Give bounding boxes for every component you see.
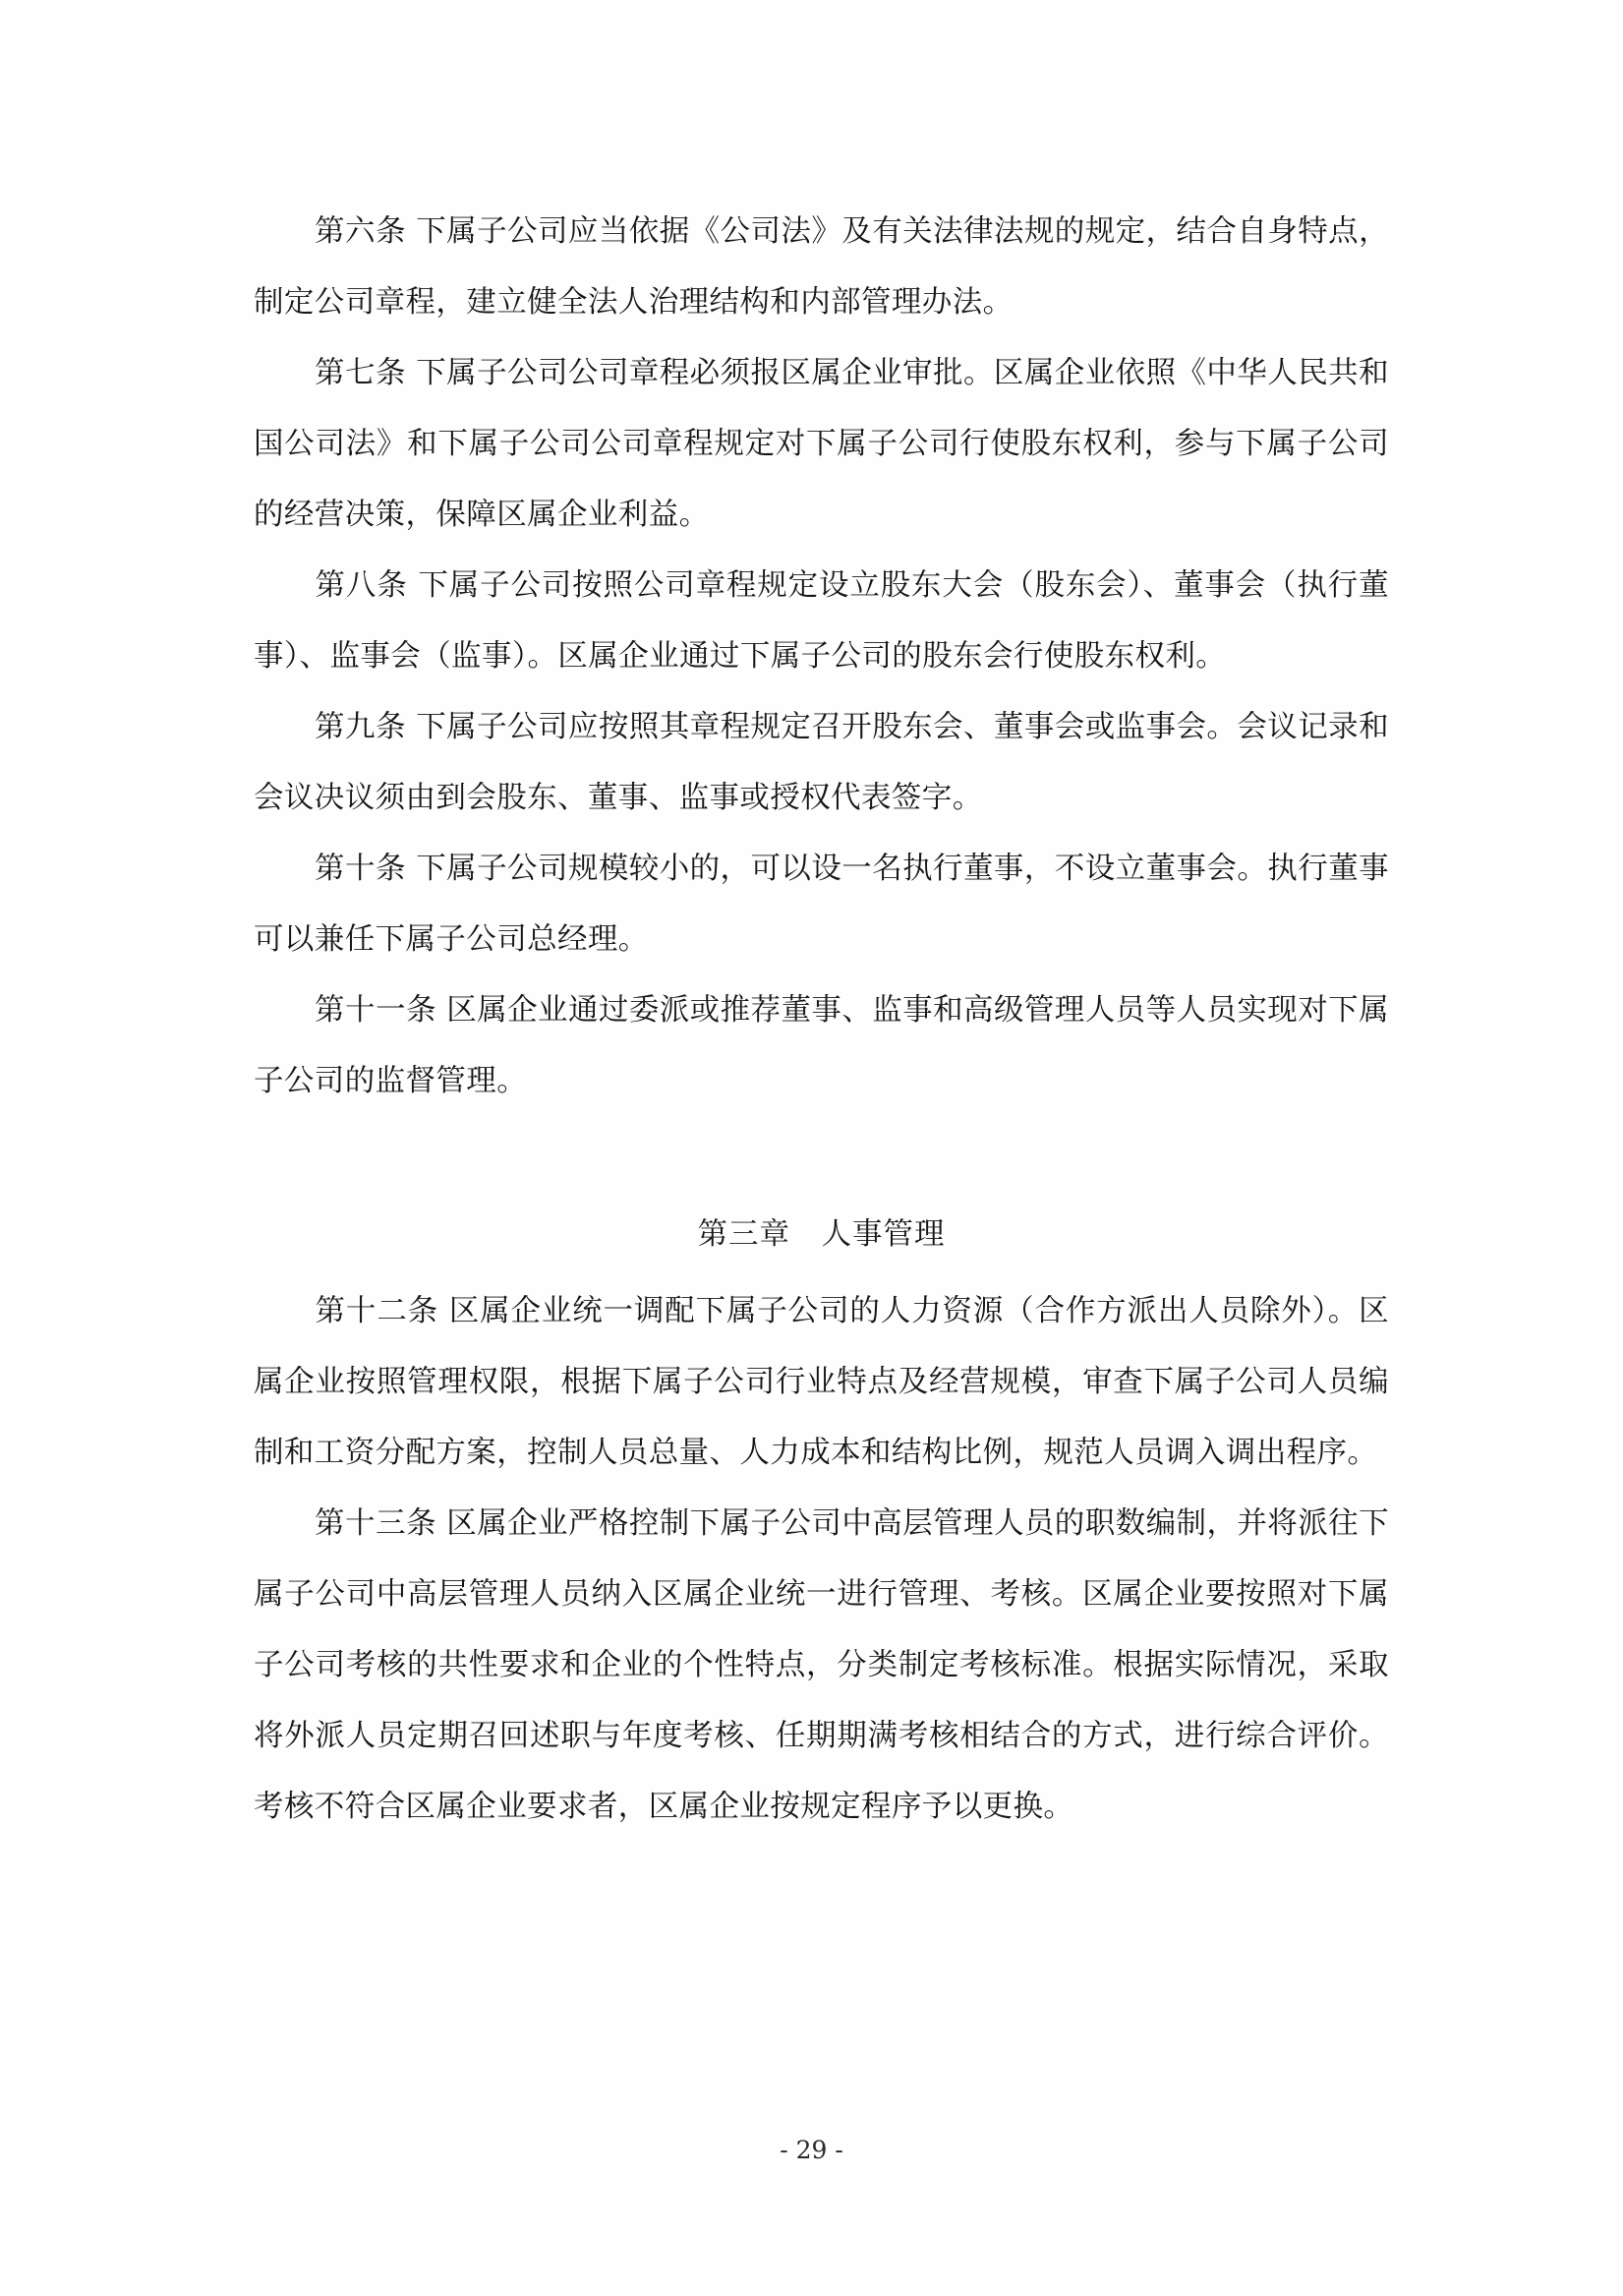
article-text: 区属企业通过委派或推荐董事、监事和高级管理人员等人员实现对下属子公司的监督管理。 bbox=[254, 993, 1389, 1098]
article-paragraph bbox=[254, 1276, 1389, 1489]
article-paragraph bbox=[254, 1489, 1389, 1843]
article-label: 第八条 bbox=[315, 568, 408, 603]
article-text: 下属子公司按照公司章程规定设立股东大会（股东会）、董事会（执行董事）、监事会（监事）。区属企业通过下属子公司的股东会行使股东权利。 bbox=[254, 568, 1389, 674]
article-label: 第十三条 bbox=[315, 1506, 437, 1541]
article-paragraph bbox=[254, 551, 1389, 692]
article-text: 区属企业统一调配下属子公司的人力资源（合作方派出人员除外）。区属企业按照管理权限，根据下属子公司行业特点及经营规模，审查下属子公司人员编制和工资分配方案，控制人员总量、人力成本和结构比例，规范人员调入调出程序。 bbox=[254, 1294, 1389, 1470]
page-number: - 29 - bbox=[780, 2136, 843, 2164]
article-label: 第十二条 bbox=[315, 1294, 439, 1328]
chapter-heading: 第三章 人事管理 bbox=[697, 1217, 946, 1252]
article-text: 下属子公司应当依据《公司法》及有关法律法规的规定，结合自身特点，制定公司章程，建立健全法人治理结构和内部管理办法。 bbox=[254, 214, 1389, 320]
article-paragraph bbox=[254, 692, 1389, 834]
article-paragraph bbox=[254, 975, 1389, 1117]
article-text: 下属子公司规模较小的，可以设一名执行董事，不设立董事会。执行董事可以兼任下属子公司总经理。 bbox=[254, 852, 1389, 957]
article-paragraph bbox=[254, 834, 1389, 975]
article-label: 第九条 bbox=[315, 710, 407, 744]
article-paragraph bbox=[254, 197, 1389, 338]
article-text: 区属企业严格控制下属子公司中高层管理人员的职数编制，并将派往下属子公司中高层管理人员纳入区属企业统一进行管理、考核。区属企业要按照对下属子公司考核的共性要求和企业的个性特点，分类制定考核标准。根据实际情况，采取将外派人员定期召回述职与年度考核、任期期满考核相结合的方式，进行综合评价。考核不符合区属企业要求者，区属企业按规定程序予以更换。 bbox=[254, 1506, 1389, 1824]
article-text: 下属子公司公司章程必须报区属企业审批。区属企业依照《中华人民共和国公司法》和下属子公司公司章程规定对下属子公司行使股东权利，参与下属子公司的经营决策，保障区属企业利益。 bbox=[254, 356, 1389, 532]
article-label: 第十一条 bbox=[315, 993, 437, 1028]
article-label: 第六条 bbox=[315, 214, 407, 249]
article-paragraph bbox=[254, 338, 1389, 551]
article-label: 第七条 bbox=[315, 356, 407, 390]
article-label: 第十条 bbox=[315, 852, 407, 886]
document-body bbox=[254, 197, 1389, 1843]
article-text: 下属子公司应按照其章程规定召开股东会、董事会或监事会。会议记录和会议决议须由到会股东、董事、监事或授权代表签字。 bbox=[254, 710, 1389, 815]
